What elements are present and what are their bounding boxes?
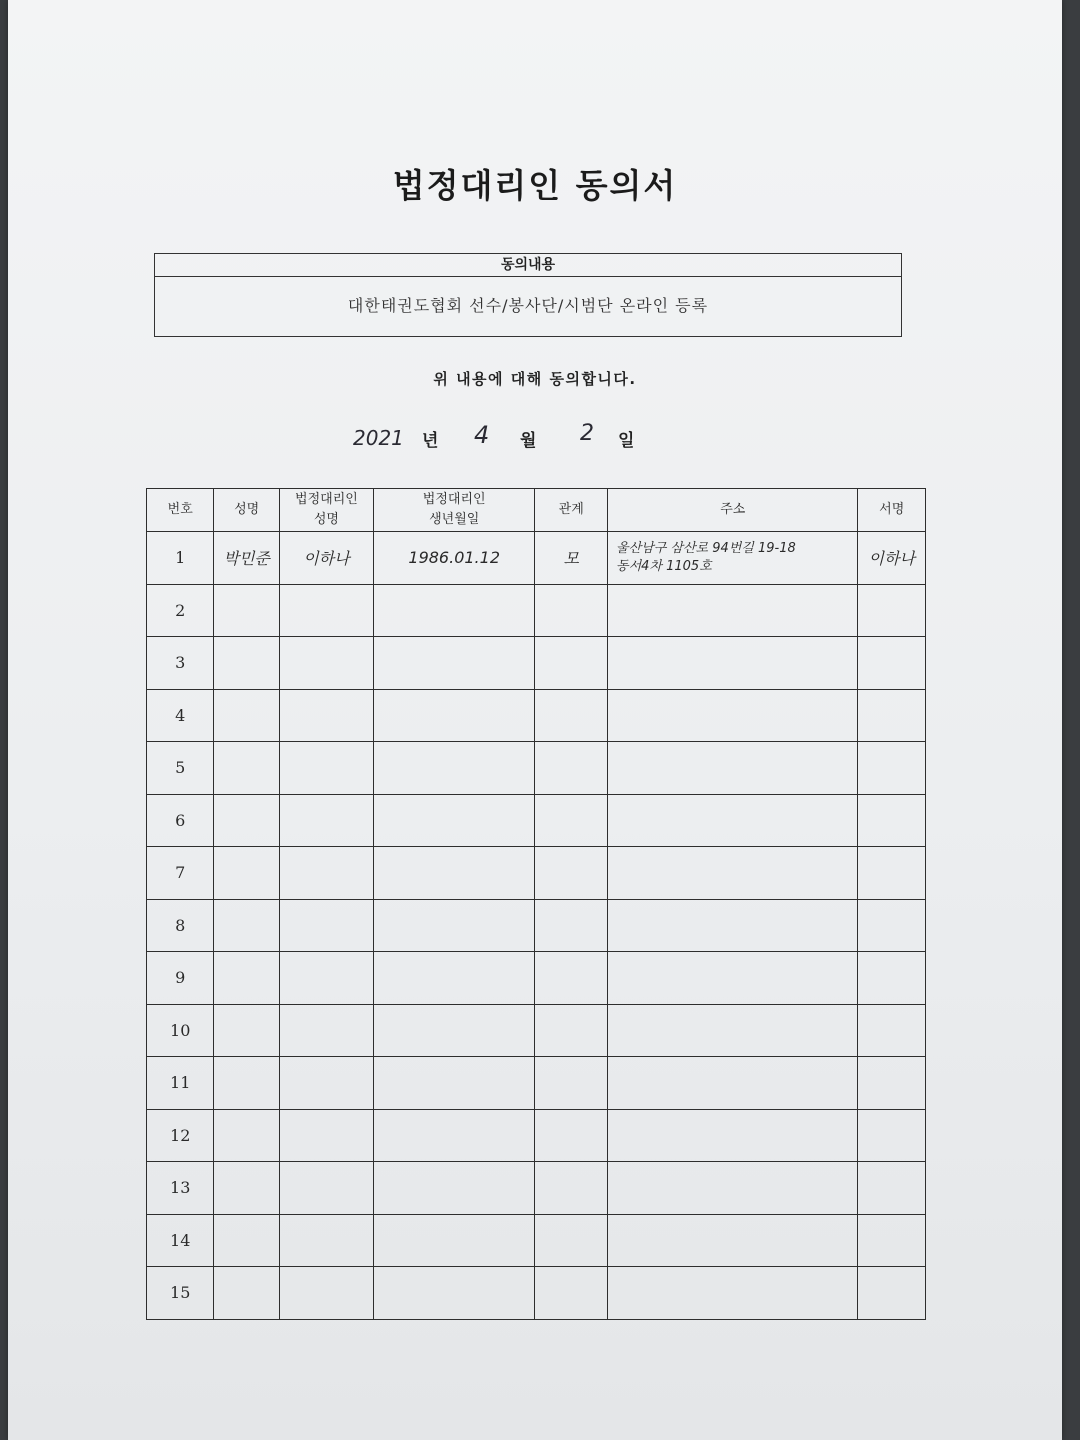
signature-cell bbox=[858, 689, 926, 742]
signature-cell bbox=[858, 1267, 926, 1320]
signature-cell bbox=[858, 794, 926, 847]
guardian-birthdate-cell bbox=[373, 689, 535, 742]
address-cell bbox=[608, 794, 858, 847]
date-year-unit: 년 bbox=[422, 431, 439, 451]
date-line bbox=[8, 418, 1062, 458]
row-number-cell: 14 bbox=[147, 1214, 214, 1267]
row-number-cell: 2 bbox=[147, 584, 214, 637]
student-name-cell bbox=[214, 584, 279, 637]
student-name-cell bbox=[214, 1214, 279, 1267]
guardian-name-cell bbox=[279, 1057, 373, 1110]
signature-cell bbox=[858, 742, 926, 795]
guardian-name-cell bbox=[279, 1162, 373, 1215]
relation-cell bbox=[535, 1109, 608, 1162]
guardian-birthdate-cell bbox=[373, 1267, 535, 1320]
address-cell bbox=[608, 637, 858, 690]
table-row bbox=[147, 1162, 926, 1215]
date-day: 2 bbox=[580, 421, 594, 446]
guardian-birthdate-cell bbox=[373, 794, 535, 847]
guardian-birthdate-cell bbox=[373, 742, 535, 795]
row-number-cell: 6 bbox=[147, 794, 214, 847]
address-cell bbox=[608, 952, 858, 1005]
student-name-cell: 박민준 bbox=[214, 532, 279, 585]
student-name-cell bbox=[214, 689, 279, 742]
table-row bbox=[147, 584, 926, 637]
guardian-name-cell bbox=[279, 689, 373, 742]
agree-statement: 위 내용에 대해 동의합니다. bbox=[433, 370, 637, 388]
student-name-cell bbox=[214, 952, 279, 1005]
signature-cell: 이하나 bbox=[858, 532, 926, 585]
header-number: 번호 bbox=[147, 489, 214, 532]
table-row bbox=[147, 1004, 926, 1057]
row-number-cell: 4 bbox=[147, 689, 214, 742]
student-name-cell bbox=[214, 899, 279, 952]
consent-header: 동의내용 bbox=[155, 254, 901, 277]
date-month-unit: 월 bbox=[520, 431, 537, 451]
guardian-name-cell bbox=[279, 1004, 373, 1057]
guardian-birthdate-cell bbox=[373, 584, 535, 637]
address-cell bbox=[608, 689, 858, 742]
header-guardian-birth-line2: 생년월일 bbox=[429, 512, 480, 527]
address-cell bbox=[608, 1004, 858, 1057]
row-number-cell: 12 bbox=[147, 1109, 214, 1162]
row-number-cell: 7 bbox=[147, 847, 214, 900]
guardian-name-cell bbox=[279, 952, 373, 1005]
student-name-cell bbox=[214, 1162, 279, 1215]
table-row bbox=[147, 1267, 926, 1320]
guardian-birthdate-cell bbox=[373, 1214, 535, 1267]
relation-cell bbox=[535, 689, 608, 742]
table-row bbox=[147, 1109, 926, 1162]
student-name-cell bbox=[214, 1057, 279, 1110]
table-header-row bbox=[147, 489, 926, 532]
header-guardian-name bbox=[279, 489, 373, 532]
relation-cell bbox=[535, 637, 608, 690]
address-cell bbox=[608, 1057, 858, 1110]
guardian-name-cell bbox=[279, 1109, 373, 1162]
date-month: 4 bbox=[474, 421, 490, 449]
header-guardian-name-line2: 성명 bbox=[313, 512, 339, 527]
signature-cell bbox=[858, 1057, 926, 1110]
relation-cell bbox=[535, 584, 608, 637]
student-name-cell bbox=[214, 794, 279, 847]
address-cell bbox=[608, 1214, 858, 1267]
address-line1: 울산남구 삼산로 94번길 19-18 bbox=[616, 540, 796, 556]
guardian-name-cell: 이하나 bbox=[279, 532, 373, 585]
relation-cell bbox=[535, 847, 608, 900]
table-row bbox=[147, 689, 926, 742]
row-number-cell: 8 bbox=[147, 899, 214, 952]
guardian-name-cell bbox=[279, 847, 373, 900]
signature-cell bbox=[858, 847, 926, 900]
relation-cell bbox=[535, 794, 608, 847]
header-relation: 관계 bbox=[535, 489, 608, 532]
student-name-cell bbox=[214, 1004, 279, 1057]
guardian-name-cell bbox=[279, 1267, 373, 1320]
signature-cell bbox=[858, 899, 926, 952]
guardian-birthdate-cell bbox=[373, 1057, 535, 1110]
row-number-cell: 10 bbox=[147, 1004, 214, 1057]
guardian-birthdate-cell bbox=[373, 1162, 535, 1215]
signature-cell bbox=[858, 584, 926, 637]
address-cell bbox=[608, 584, 858, 637]
relation-cell: 모 bbox=[535, 532, 608, 585]
table-row bbox=[147, 847, 926, 900]
relation-cell bbox=[535, 1162, 608, 1215]
table-row bbox=[147, 532, 926, 585]
row-number-cell: 1 bbox=[147, 532, 214, 585]
relation-cell bbox=[535, 1267, 608, 1320]
address-cell bbox=[608, 899, 858, 952]
signature-cell bbox=[858, 1004, 926, 1057]
guardian-birthdate-cell bbox=[373, 952, 535, 1005]
student-name-cell bbox=[214, 637, 279, 690]
relation-cell bbox=[535, 952, 608, 1005]
guardian-birthdate-cell bbox=[373, 637, 535, 690]
signature-cell bbox=[858, 1214, 926, 1267]
relation-cell bbox=[535, 899, 608, 952]
signature-cell bbox=[858, 637, 926, 690]
guardian-birthdate-cell bbox=[373, 847, 535, 900]
relation-cell bbox=[535, 1004, 608, 1057]
table-row bbox=[147, 794, 926, 847]
table-row bbox=[147, 952, 926, 1005]
address-cell bbox=[608, 742, 858, 795]
guardian-birthdate-cell bbox=[373, 1109, 535, 1162]
header-signature: 서명 bbox=[858, 489, 926, 532]
table-row bbox=[147, 637, 926, 690]
guardian-name-cell bbox=[279, 899, 373, 952]
relation-cell bbox=[535, 1057, 608, 1110]
table-row bbox=[147, 899, 926, 952]
header-guardian-name-line1: 법정대리인 bbox=[295, 492, 358, 507]
header-guardian-birth bbox=[373, 489, 535, 532]
student-name-cell bbox=[214, 1109, 279, 1162]
header-name: 성명 bbox=[214, 489, 279, 532]
table-row bbox=[147, 1214, 926, 1267]
guardian-birthdate-cell bbox=[373, 1004, 535, 1057]
header-guardian-birth-line1: 법정대리인 bbox=[422, 492, 486, 507]
guardian-name-cell bbox=[279, 742, 373, 795]
row-number-cell: 9 bbox=[147, 952, 214, 1005]
address-line2: 동서4차 1105호 bbox=[616, 558, 712, 574]
document-title: 법정대리인 동의서 bbox=[392, 166, 678, 205]
student-name-cell bbox=[214, 1267, 279, 1320]
signature-cell bbox=[858, 952, 926, 1005]
table-row bbox=[147, 742, 926, 795]
row-number-cell: 3 bbox=[147, 637, 214, 690]
address-cell bbox=[608, 1162, 858, 1215]
date-day-unit: 일 bbox=[618, 431, 635, 451]
guardian-birthdate-cell bbox=[373, 899, 535, 952]
date-year: 2021 bbox=[353, 426, 404, 450]
address-cell bbox=[608, 532, 858, 585]
consent-form-paper bbox=[8, 0, 1062, 1440]
consent-text: 대한태권도협회 선수/봉사단/시범단 온라인 등록 bbox=[347, 296, 709, 315]
relation-cell bbox=[535, 742, 608, 795]
address-cell bbox=[608, 847, 858, 900]
guardian-roster-table bbox=[146, 488, 926, 1320]
consent-content-box bbox=[154, 253, 902, 337]
signature-cell bbox=[858, 1162, 926, 1215]
row-number-cell: 13 bbox=[147, 1162, 214, 1215]
header-address: 주소 bbox=[608, 489, 858, 532]
guardian-birthdate-cell: 1986.01.12 bbox=[373, 532, 535, 585]
address-cell bbox=[608, 1109, 858, 1162]
row-number-cell: 15 bbox=[147, 1267, 214, 1320]
student-name-cell bbox=[214, 847, 279, 900]
table-row bbox=[147, 1057, 926, 1110]
relation-cell bbox=[535, 1214, 608, 1267]
guardian-name-cell bbox=[279, 794, 373, 847]
row-number-cell: 11 bbox=[147, 1057, 214, 1110]
guardian-name-cell bbox=[279, 584, 373, 637]
signature-cell bbox=[858, 1109, 926, 1162]
address-cell bbox=[608, 1267, 858, 1320]
guardian-name-cell bbox=[279, 1214, 373, 1267]
row-number-cell: 5 bbox=[147, 742, 214, 795]
student-name-cell bbox=[214, 742, 279, 795]
guardian-name-cell bbox=[279, 637, 373, 690]
